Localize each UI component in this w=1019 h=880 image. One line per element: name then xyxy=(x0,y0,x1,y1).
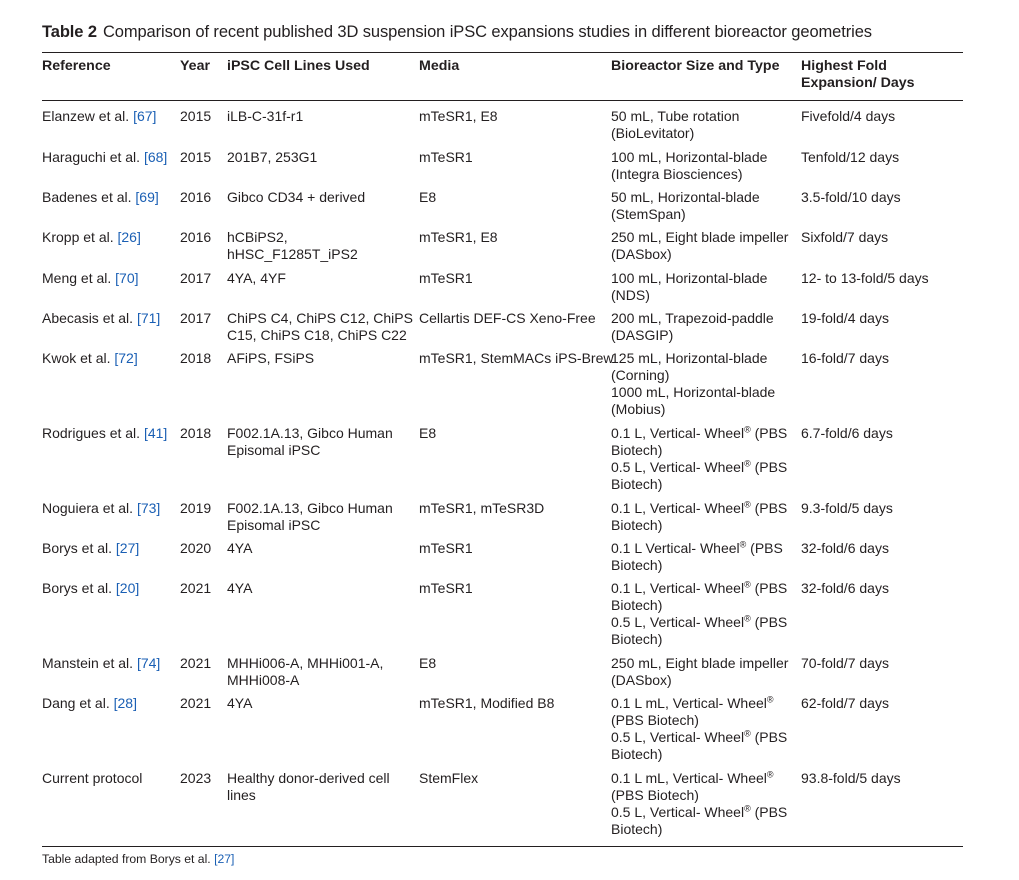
fold-expansion-cell: 32-fold/6 days xyxy=(801,580,889,596)
media-cell: E8 xyxy=(419,189,437,205)
header-fold-expansion: Highest Fold Expansion/ Days xyxy=(801,58,915,91)
bioreactor-cell xyxy=(611,425,796,493)
bioreactor-item: 0.1 L mL, Vertical- Wheel® (PBS Biotech) xyxy=(611,769,774,803)
bioreactor-item: 125 mL, Horizontal-blade (Corning) xyxy=(611,350,768,383)
cell-lines-cell: 4YA, 4YF xyxy=(227,270,286,286)
reference-author: Manstein et al. xyxy=(42,655,134,671)
cell-lines-cell: 4YA xyxy=(227,540,253,556)
year-cell: 2020 xyxy=(180,540,212,556)
bioreactor-cell xyxy=(611,229,796,263)
table-caption xyxy=(42,23,872,42)
fold-expansion-cell: 93.8-fold/5 days xyxy=(801,770,901,786)
bioreactor-cell xyxy=(611,270,796,304)
year-cell: 2021 xyxy=(180,655,212,671)
year-cell: 2016 xyxy=(180,229,212,245)
year-cell: 2018 xyxy=(180,425,212,441)
bioreactor-cell xyxy=(611,695,796,763)
cell-lines-cell: iLB-C-31f-r1 xyxy=(227,108,304,124)
bioreactor-item: 0.1 L, Vertical- Wheel® (PBS Biotech) xyxy=(611,424,788,458)
reference-author: Elanzew et al. xyxy=(42,108,130,124)
bioreactor-item: 0.5 L, Vertical- Wheel® (PBS Biotech) xyxy=(611,613,788,647)
reference-author: Abecasis et al. xyxy=(42,310,134,326)
citation-link[interactable]: [27] xyxy=(115,540,140,556)
fold-expansion-cell: Sixfold/7 days xyxy=(801,229,889,245)
reference-cell xyxy=(42,189,182,206)
citation-link[interactable]: [69] xyxy=(135,189,159,205)
bioreactor-item: 0.1 L, Vertical- Wheel® (PBS Biotech) xyxy=(611,499,788,533)
bioreactor-item: 0.5 L, Vertical- Wheel® (PBS Biotech) xyxy=(611,728,788,762)
cell-lines-cell: Healthy donor-derived cell lines xyxy=(227,770,390,803)
reference-author: Current protocol xyxy=(42,770,143,786)
media-cell: E8 xyxy=(419,425,437,441)
bioreactor-item: 0.1 L mL, Vertical- Wheel® (PBS Biotech) xyxy=(611,694,774,728)
bioreactor-cell xyxy=(611,310,796,344)
reference-author: Borys et al. xyxy=(42,540,113,556)
bioreactor-item: 1000 mL, Horizontal-blade (Mobius) xyxy=(611,384,776,417)
year-cell: 2017 xyxy=(180,310,212,326)
year-cell: 2023 xyxy=(180,770,212,786)
citation-link[interactable]: [20] xyxy=(115,580,140,596)
fold-expansion-cell: 6.7-fold/6 days xyxy=(801,425,893,441)
bioreactor-cell xyxy=(611,189,796,223)
reference-cell xyxy=(42,310,182,327)
header-cell-lines: iPSC Cell Lines Used xyxy=(227,58,370,74)
fold-expansion-cell: 62-fold/7 days xyxy=(801,695,889,711)
cell-lines-cell: ChiPS C4, ChiPS C12, ChiPS C15, ChiPS C18, ChiPS C22 xyxy=(227,310,413,343)
cell-lines-cell: 4YA xyxy=(227,695,253,711)
bioreactor-item: 0.5 L, Vertical- Wheel® (PBS Biotech) xyxy=(611,458,788,492)
bioreactor-item: 0.1 L Vertical- Wheel® (PBS Biotech) xyxy=(611,539,783,573)
bioreactor-item: 100 mL, Horizontal-blade (Integra Biosciences) xyxy=(611,149,768,182)
fold-expansion-cell: Tenfold/12 days xyxy=(801,149,900,165)
table-title: Comparison of recent published 3D suspension iPSC expansions studies in different bioreactor geometries xyxy=(102,23,872,41)
bioreactor-cell xyxy=(611,655,796,689)
citation-link[interactable]: [70] xyxy=(115,270,139,286)
media-cell: mTeSR1, E8 xyxy=(419,229,498,245)
header-year: Year xyxy=(180,58,210,74)
reference-cell xyxy=(42,655,182,672)
reference-cell xyxy=(42,229,182,246)
cell-lines-cell: Gibco CD34 + derived xyxy=(227,189,366,205)
bioreactor-item: 200 mL, Trapezoid-paddle (DASGIP) xyxy=(611,310,774,343)
fold-expansion-cell: 9.3-fold/5 days xyxy=(801,500,893,516)
cell-lines-cell: 4YA xyxy=(227,580,253,596)
cell-lines-cell: 201B7, 253G1 xyxy=(227,149,318,165)
media-cell: mTeSR1, StemMACs iPS-Brew xyxy=(419,350,614,366)
reference-cell xyxy=(42,108,182,125)
year-cell: 2018 xyxy=(180,350,212,366)
reference-cell xyxy=(42,540,182,557)
bioreactor-cell xyxy=(611,580,796,648)
bioreactor-cell xyxy=(611,540,796,574)
header-media: Media xyxy=(419,58,460,74)
media-cell: mTeSR1 xyxy=(419,270,473,286)
top-rule xyxy=(42,52,963,53)
bioreactor-item: 0.1 L, Vertical- Wheel® (PBS Biotech) xyxy=(611,579,788,613)
bioreactor-item: 250 mL, Eight blade impeller (DASbox) xyxy=(611,229,789,262)
cell-lines-cell: F002.1A.13, Gibco Human Episomal iPSC xyxy=(227,425,393,458)
bottom-rule xyxy=(42,846,963,847)
media-cell: Cellartis DEF-CS Xeno-Free xyxy=(419,310,596,326)
reference-author: Badenes et al. xyxy=(42,189,132,205)
header-reference: Reference xyxy=(42,58,111,74)
reference-cell xyxy=(42,695,182,712)
citation-link[interactable]: [26] xyxy=(117,229,141,245)
reference-author: Rodrigues et al. xyxy=(42,425,141,441)
bioreactor-item: 100 mL, Horizontal-blade (NDS) xyxy=(611,270,768,303)
media-cell: mTeSR1 xyxy=(419,580,473,596)
reference-author: Kwok et al. xyxy=(42,350,111,366)
year-cell: 2015 xyxy=(180,108,212,124)
bioreactor-cell xyxy=(611,500,796,534)
fold-expansion-cell: 19-fold/4 days xyxy=(801,310,889,326)
header-rule xyxy=(42,100,963,101)
bioreactor-cell xyxy=(611,149,796,183)
reference-cell xyxy=(42,770,182,787)
media-cell: mTeSR1, Modified B8 xyxy=(419,695,555,711)
citation-link[interactable]: [41] xyxy=(143,425,168,441)
fold-expansion-cell: 32-fold/6 days xyxy=(801,540,889,556)
reference-author: Kropp et al. xyxy=(42,229,114,245)
year-cell: 2019 xyxy=(180,500,212,516)
cell-lines-cell: MHHi006-A, MHHi001-A, MHHi008-A xyxy=(227,655,384,688)
reference-author: Noguiera et al. xyxy=(42,500,134,516)
media-cell: E8 xyxy=(419,655,437,671)
bioreactor-item: 0.5 L, Vertical- Wheel® (PBS Biotech) xyxy=(611,803,788,837)
reference-author: Dang et al. xyxy=(42,695,110,711)
bioreactor-item: 250 mL, Eight blade impeller (DASbox) xyxy=(611,655,789,688)
media-cell: mTeSR1 xyxy=(419,149,473,165)
year-cell: 2021 xyxy=(180,695,212,711)
citation-link[interactable]: [74] xyxy=(136,655,161,671)
footnote-text: Table adapted from Borys et al. xyxy=(42,852,211,866)
footnote-ref-link[interactable]: [27] xyxy=(214,852,235,866)
reference-author: Borys et al. xyxy=(42,580,113,596)
bioreactor-cell xyxy=(611,108,796,142)
reference-cell xyxy=(42,500,182,517)
fold-expansion-cell: Fivefold/4 days xyxy=(801,108,896,124)
cell-lines-cell: hCBiPS2, hHSC_F1285T_iPS2 xyxy=(227,229,358,262)
table-footnote xyxy=(42,852,234,866)
bioreactor-cell xyxy=(611,350,796,418)
media-cell: mTeSR1 xyxy=(419,540,473,556)
bioreactor-item: 50 mL, Tube rotation (BioLevitator) xyxy=(611,108,740,141)
bioreactor-cell xyxy=(611,770,796,838)
media-cell: StemFlex xyxy=(419,770,479,786)
citation-link[interactable]: [68] xyxy=(143,149,168,165)
reference-author: Haraguchi et al. xyxy=(42,149,141,165)
header-bioreactor: Bioreactor Size and Type xyxy=(611,58,780,74)
year-cell: 2015 xyxy=(180,149,212,165)
reference-cell xyxy=(42,350,182,367)
fold-expansion-cell: 70-fold/7 days xyxy=(801,655,889,671)
citation-link[interactable]: [72] xyxy=(114,350,138,366)
reference-author: Meng et al. xyxy=(42,270,112,286)
year-cell: 2021 xyxy=(180,580,212,596)
cell-lines-cell: F002.1A.13, Gibco Human Episomal iPSC xyxy=(227,500,393,533)
fold-expansion-cell: 3.5-fold/10 days xyxy=(801,189,901,205)
year-cell: 2017 xyxy=(180,270,212,286)
cell-lines-cell: AFiPS, FSiPS xyxy=(227,350,315,366)
fold-expansion-cell: 12- to 13-fold/5 days xyxy=(801,270,929,286)
reference-cell xyxy=(42,425,182,442)
fold-expansion-cell: 16-fold/7 days xyxy=(801,350,889,366)
bioreactor-item: 50 mL, Horizontal-blade (StemSpan) xyxy=(611,189,760,222)
table-label: Table 2 xyxy=(42,23,97,41)
year-cell: 2016 xyxy=(180,189,212,205)
reference-cell xyxy=(42,270,182,287)
citation-link[interactable]: [28] xyxy=(113,695,137,711)
media-cell: mTeSR1, E8 xyxy=(419,108,498,124)
citation-link[interactable]: [73] xyxy=(136,500,161,516)
citation-link[interactable]: [71] xyxy=(136,310,161,326)
media-cell: mTeSR1, mTeSR3D xyxy=(419,500,545,516)
citation-link[interactable]: [67] xyxy=(133,108,157,124)
reference-cell xyxy=(42,580,182,597)
reference-cell xyxy=(42,149,182,166)
